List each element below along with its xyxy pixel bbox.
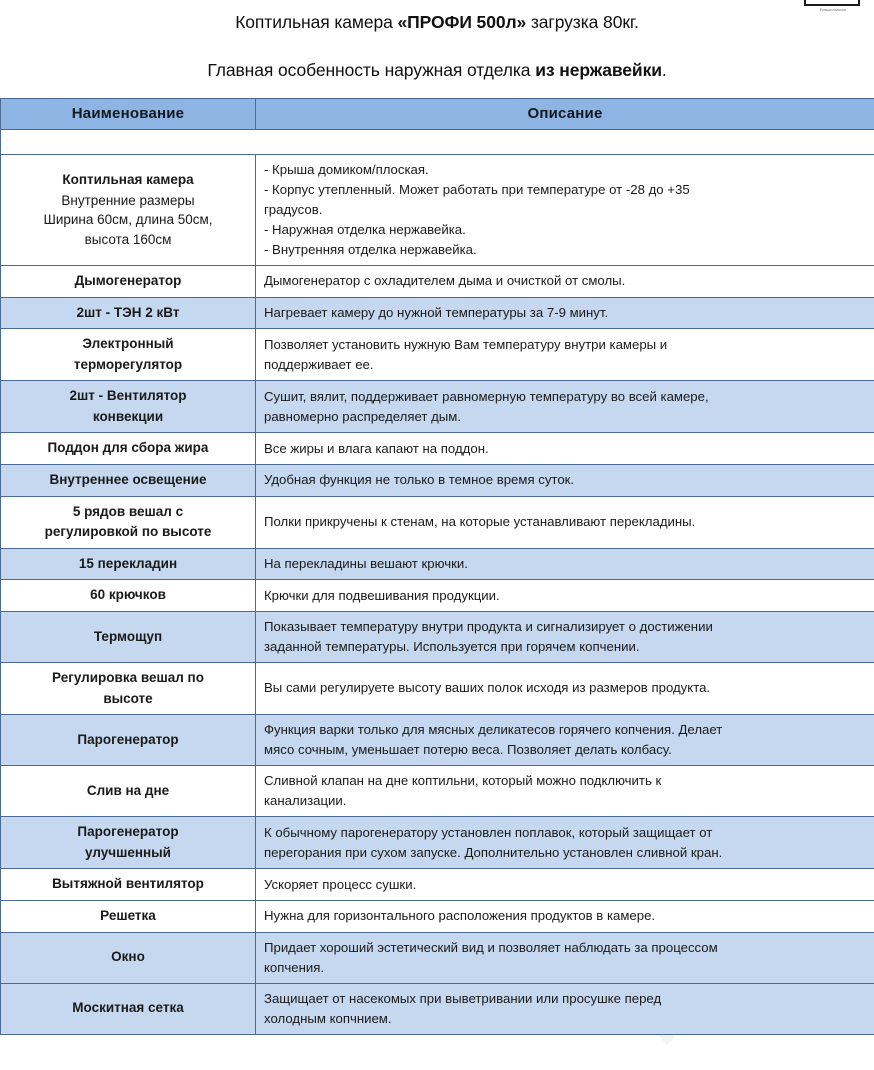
subtitle-highlight: из нержавейки — [535, 60, 662, 80]
row-description-line: Позволяет установить нужную Вам температуру внутри камеры и — [264, 335, 864, 355]
row-description-line: На перекладины вешают крючки. — [264, 554, 864, 574]
row-description-cell — [256, 662, 874, 714]
row-name-line: Коптильная камера — [7, 170, 249, 190]
row-description-line: Придает хороший эстетический вид и позволяет наблюдать за процессом — [264, 938, 864, 958]
row-description-cell — [256, 611, 874, 662]
row-name-line: 15 перекладин — [7, 554, 249, 574]
row-description-cell — [256, 983, 874, 1034]
table-row — [1, 496, 874, 548]
table-row — [1, 433, 874, 465]
table-body — [1, 129, 874, 1034]
row-name-cell — [1, 715, 256, 766]
row-description-line: Полки прикручены к стенам, на которые устанавливают перекладины. — [264, 512, 864, 532]
specification-table — [0, 98, 874, 1035]
row-name-line: терморегулятор — [7, 355, 249, 375]
row-name-cell — [1, 433, 256, 465]
table-row — [1, 932, 874, 983]
row-name-cell — [1, 869, 256, 901]
row-description-line: Удобная функция не только в темное время суток. — [264, 470, 864, 490]
row-name-cell — [1, 662, 256, 714]
row-description-line: Крючки для подвешивания продукции. — [264, 586, 864, 606]
row-name-line: конвекции — [7, 407, 249, 427]
row-name-cell — [1, 580, 256, 612]
table-row — [1, 465, 874, 497]
table-row — [1, 381, 874, 433]
row-name-cell — [1, 983, 256, 1034]
row-name-line: 60 крючков — [7, 585, 249, 605]
row-name-line: Электронный — [7, 334, 249, 354]
row-description-cell — [256, 465, 874, 497]
table-row — [1, 329, 874, 381]
row-description-cell — [256, 869, 874, 901]
page-title — [0, 12, 874, 34]
row-description-cell — [256, 901, 874, 933]
title-model: «ПРОФИ 500л» — [398, 12, 527, 32]
row-name-line: Поддон для сбора жира — [7, 438, 249, 458]
row-name-subline: Ширина 60см, длина 50см, — [7, 210, 249, 230]
table-row — [1, 611, 874, 662]
table-row — [1, 715, 874, 766]
row-description-line: Дымогенератор с охладителем дыма и очисткой от смолы. — [264, 271, 864, 291]
row-description-cell — [256, 433, 874, 465]
row-description-line: Функция варки только для мясных деликатесов горячего копчения. Делает — [264, 720, 864, 740]
row-name-cell — [1, 817, 256, 869]
row-name-line: Парогенератор — [7, 822, 249, 842]
row-name-cell — [1, 465, 256, 497]
title-prefix: Коптильная камера — [235, 12, 397, 32]
table-row — [1, 154, 874, 265]
row-name-cell — [1, 766, 256, 817]
row-name-line: Окно — [7, 947, 249, 967]
row-description-line: мясо сочным, уменьшает потерю веса. Позволяет делать колбасу. — [264, 740, 864, 760]
row-description-cell — [256, 817, 874, 869]
table-row — [1, 662, 874, 714]
row-description-line: - Корпус утепленный. Может работать при температуре от -28 до +35 — [264, 180, 864, 200]
row-description-cell — [256, 548, 874, 580]
row-description-cell — [256, 932, 874, 983]
table-row — [1, 983, 874, 1034]
table-header-row — [1, 98, 874, 129]
subtitle-prefix: Главная особенность наружная отделка — [207, 60, 535, 80]
row-description-line: Нужна для горизонтального расположения продуктов в камере. — [264, 906, 864, 926]
row-description-line: - Крыша домиком/плоская. — [264, 160, 864, 180]
table-row — [1, 766, 874, 817]
title-suffix: загрузка 80кг. — [526, 12, 639, 32]
row-description-line: канализации. — [264, 791, 864, 811]
row-description-line: Сливной клапан на дне коптильни, который можно подключить к — [264, 771, 864, 791]
row-name-cell — [1, 154, 256, 265]
row-description-cell — [256, 297, 874, 329]
row-name-subline: Внутренние размеры — [7, 191, 249, 211]
row-name-line: высоте — [7, 689, 249, 709]
row-description-line: К обычному парогенератору установлен поплавок, который защищает от — [264, 823, 864, 843]
row-description-cell — [256, 715, 874, 766]
row-description-line: копчения. — [264, 958, 864, 978]
row-name-line: 5 рядов вешал с — [7, 502, 249, 522]
row-description-cell — [256, 381, 874, 433]
document-headings — [0, 0, 874, 82]
row-description-line: Ускоряет процесс сушки. — [264, 875, 864, 895]
row-name-line: Регулировка вешал по — [7, 668, 249, 688]
row-name-cell — [1, 496, 256, 548]
table-row — [1, 901, 874, 933]
row-name-line: 2шт - Вентилятор — [7, 386, 249, 406]
row-name-cell — [1, 381, 256, 433]
corner-thumbnail — [800, 0, 866, 18]
row-description-cell — [256, 496, 874, 548]
row-description-line: Все жиры и влага капают на поддон. — [264, 439, 864, 459]
row-description-line: равномерно распределяет дым. — [264, 407, 864, 427]
table-row — [1, 869, 874, 901]
row-name-cell — [1, 932, 256, 983]
row-name-cell — [1, 611, 256, 662]
row-description-cell — [256, 266, 874, 298]
table-row — [1, 548, 874, 580]
row-name-line: регулировкой по высоте — [7, 522, 249, 542]
row-name-cell — [1, 329, 256, 381]
row-description-line: - Внутренняя отделка нержавейка. — [264, 240, 864, 260]
column-header-name: Наименование — [1, 98, 256, 129]
page-subtitle — [0, 60, 874, 82]
row-name-cell — [1, 266, 256, 298]
row-description-cell — [256, 580, 874, 612]
row-name-subline: высота 160см — [7, 230, 249, 250]
row-description-line: - Наружная отделка нержавейка. — [264, 220, 864, 240]
row-name-cell — [1, 548, 256, 580]
table-row — [1, 580, 874, 612]
row-description-line: заданной температуры. Используется при горячем копчении. — [264, 637, 864, 657]
row-description-line: Нагревает камеру до нужной температуры за 7-9 минут. — [264, 303, 864, 323]
column-header-description: Описание — [256, 98, 874, 129]
table-row — [1, 297, 874, 329]
table-row — [1, 266, 874, 298]
row-description-line: Сушит, вялит, поддерживает равномерную температуру во всей камере, — [264, 387, 864, 407]
row-description-cell — [256, 766, 874, 817]
table-spacer-row — [1, 129, 874, 154]
thumbnail-frame-icon — [804, 0, 860, 6]
row-description-line: поддерживает ее. — [264, 355, 864, 375]
table-spacer-cell — [1, 129, 874, 154]
thumbnail-caption: Функциональные — [800, 8, 866, 12]
row-name-line: 2шт - ТЭН 2 кВт — [7, 303, 249, 323]
table-row — [1, 817, 874, 869]
row-description-line: Защищает от насекомых при выветривании или просушке перед — [264, 989, 864, 1009]
row-name-line: Москитная сетка — [7, 998, 249, 1018]
row-description-cell — [256, 329, 874, 381]
row-description-cell — [256, 154, 874, 265]
row-name-line: Дымогенератор — [7, 271, 249, 291]
row-name-line: Внутреннее освещение — [7, 470, 249, 490]
row-name-line: Слив на дне — [7, 781, 249, 801]
row-description-line: Показывает температуру внутри продукта и сигнализирует о достижении — [264, 617, 864, 637]
row-description-line: Вы сами регулируете высоту ваших полок исходя из размеров продукта. — [264, 678, 864, 698]
row-name-line: Парогенератор — [7, 730, 249, 750]
row-description-line: холодным копчнием. — [264, 1009, 864, 1029]
row-description-line: градусов. — [264, 200, 864, 220]
row-description-line: перегорания при сухом запуске. Дополнительно установлен сливной кран. — [264, 843, 864, 863]
row-name-line: Решетка — [7, 906, 249, 926]
subtitle-suffix: . — [662, 60, 667, 80]
table-header — [1, 98, 874, 129]
row-name-line: улучшенный — [7, 843, 249, 863]
row-name-cell — [1, 297, 256, 329]
row-name-line: Термощуп — [7, 627, 249, 647]
row-name-cell — [1, 901, 256, 933]
row-name-line: Вытяжной вентилятор — [7, 874, 249, 894]
